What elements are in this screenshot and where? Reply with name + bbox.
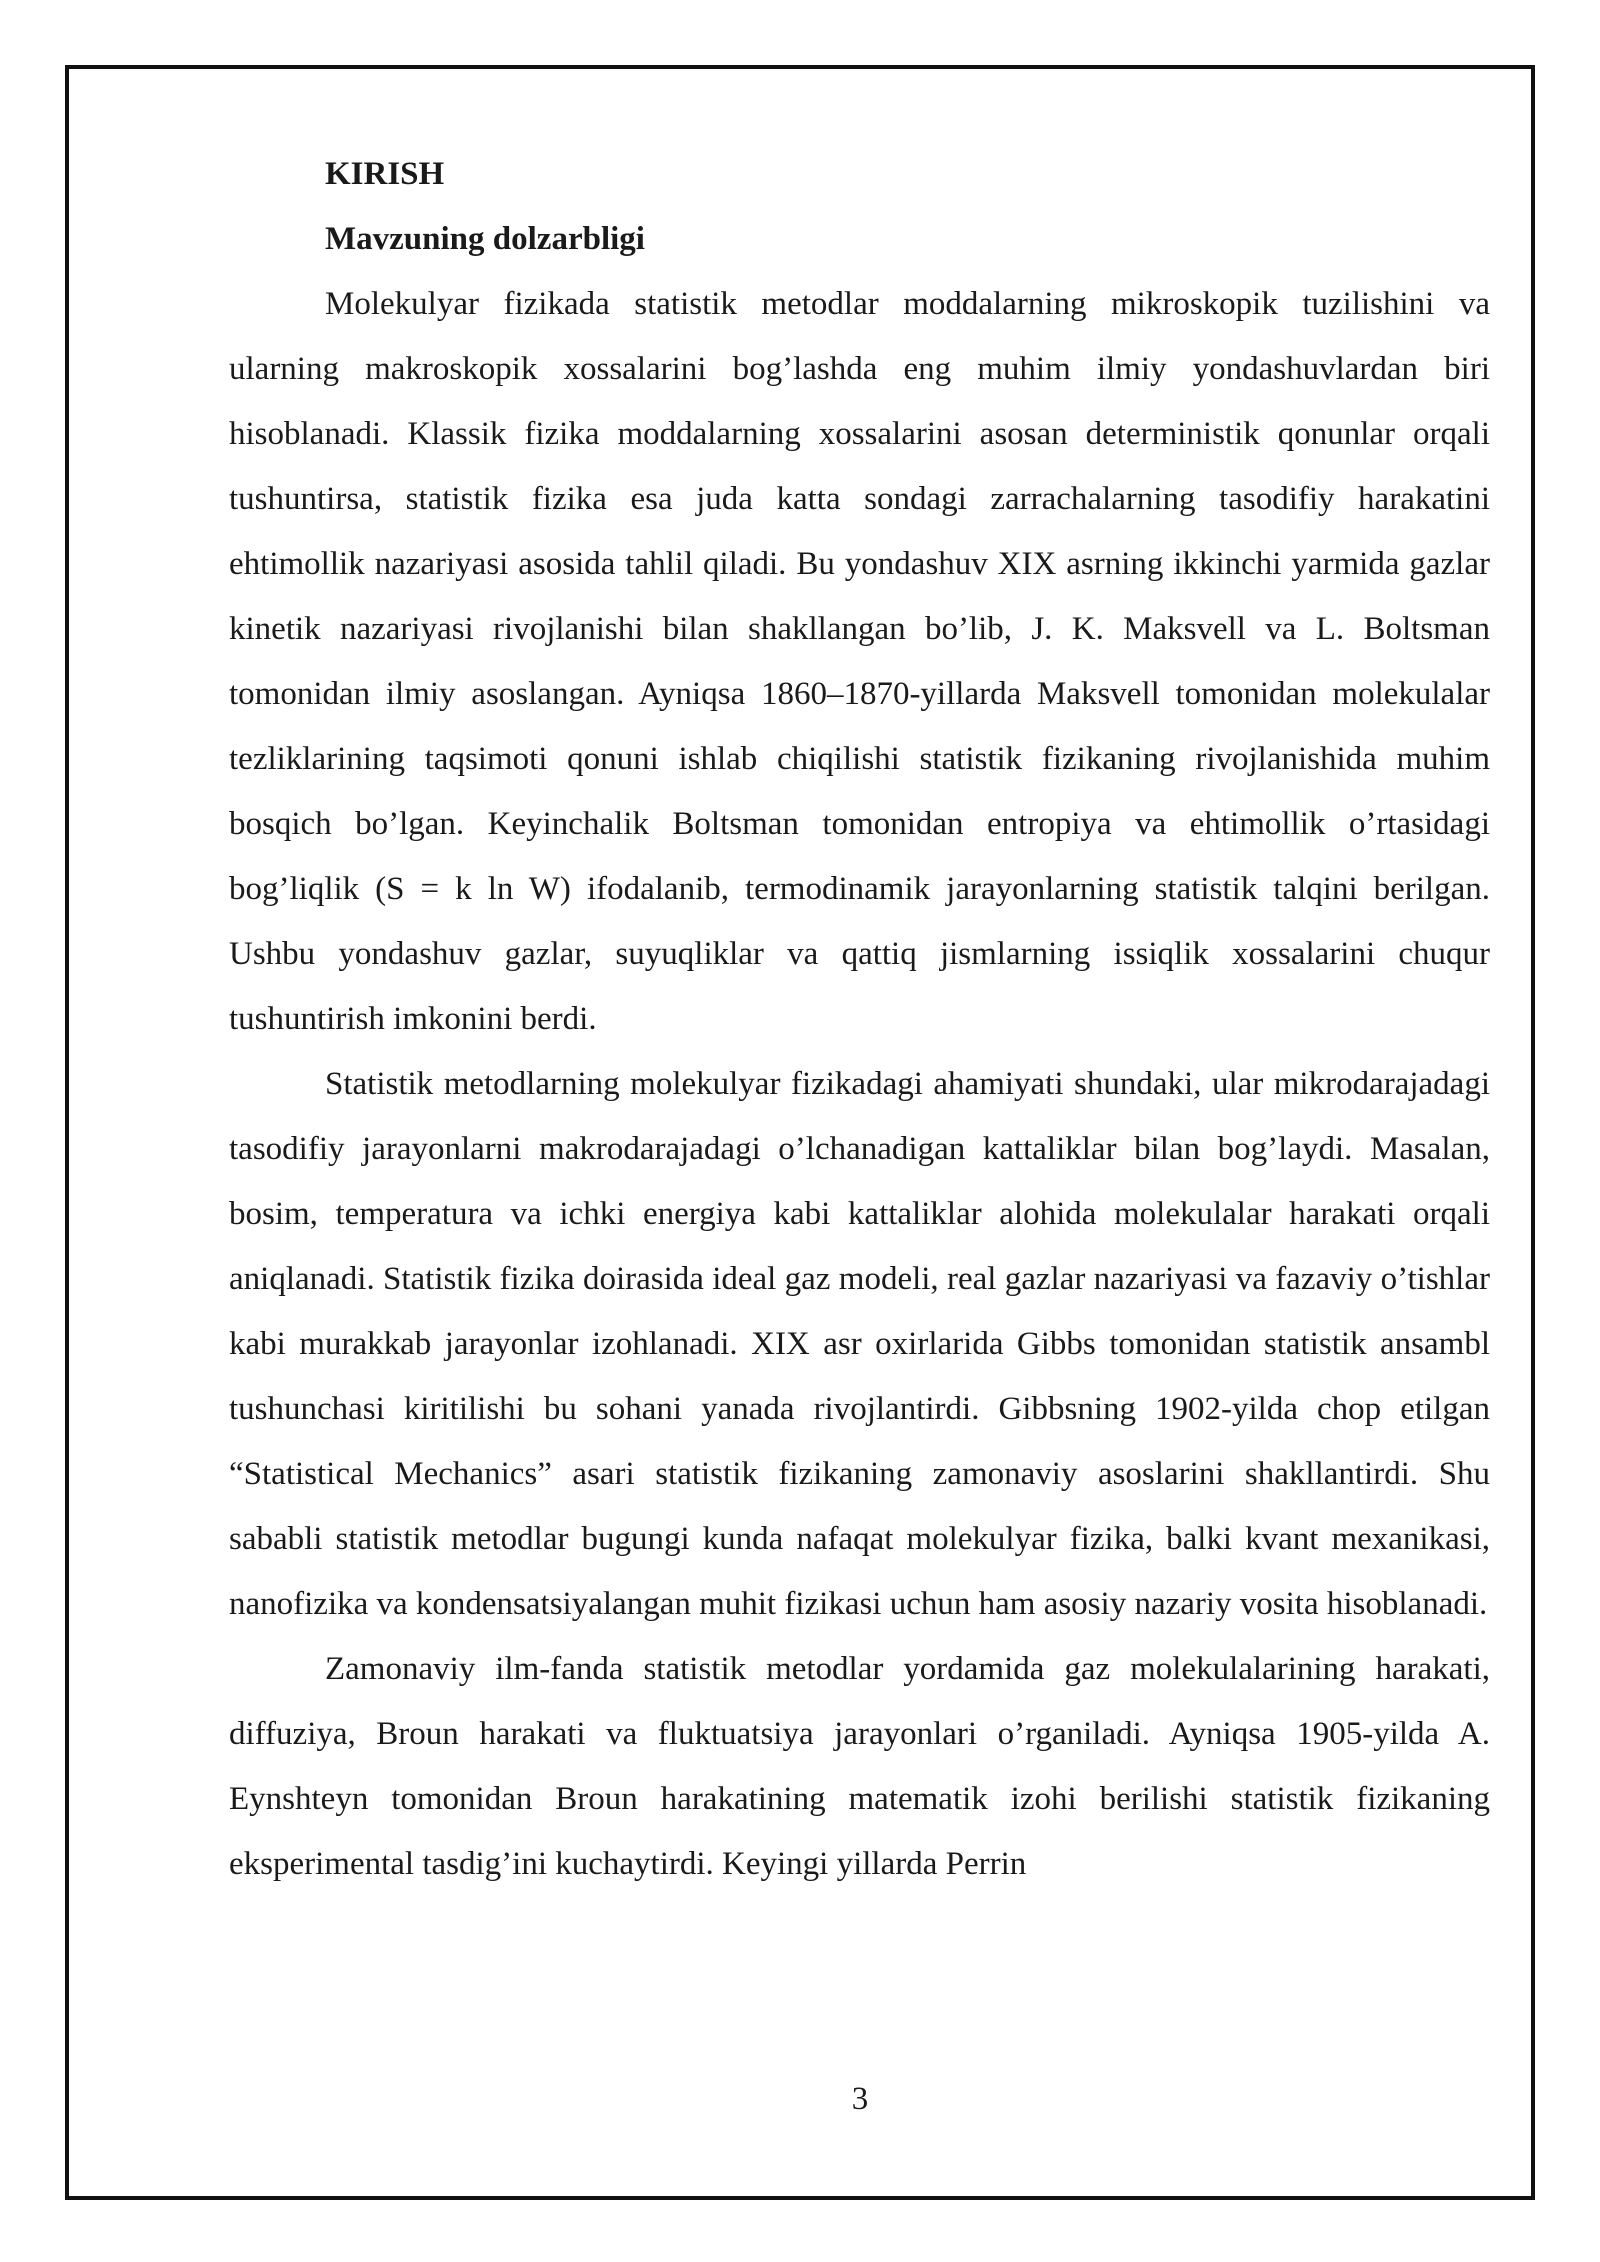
paragraph-1: Molekulyar fizikada statistik metodlar moddalarning mikroskopik tuzilishini va ularning makroskopik xossalarini bog’lashda eng muhim ilmiy yondashuvlardan biri hisoblanadi. Klassik fizika moddalarning xossalarini asosan deterministik qonunlar orqali tushuntirsa, statistik fizika esa juda katta sondagi zarrachalarning tasodifiy harakatini ehtimollik nazariyasi asosida tahlil qiladi. Bu yondashuv XIX asrning ikkinchi yarmida gazlar kinetik nazariyasi rivojlanishi bilan shakllangan bo’lib, J. K. Maksvell va L. Boltsman tomonidan ilmiy asoslangan. Ayniqsa 1860–1870-yillarda Maksvell tomonidan molekulalar tezliklarining taqsimoti qonuni ishlab chiqilishi statistik fizikaning rivojlanishida muhim bosqich bo’lgan. Keyinchalik Boltsman tomonidan entropiya va ehtimollik o’rtasidagi bog’liqlik (S = k ln W) ifodalanib, termodinamik jarayonlarning statistik talqini berilgan. Ushbu yondashuv gazlar, suyuqliklar va qattiq jismlarning issiqlik xossalarini chuqur tushuntirish imkonini berdi.: [229, 286, 1490, 1037]
document-body: [229, 142, 1490, 1897]
paragraph-3: Zamonaviy ilm-fanda statistik metodlar yordamida gaz molekulalarining harakati, diffuziya, Broun harakati va fluktuatsiya jarayonlari o’rganiladi. Ayniqsa 1905-yilda A. Eynshteyn tomonidan Broun harakatining matematik izohi berilishi statistik fizikaning eksperimental tasdig’ini kuchaytirdi. Keyingi yillarda Perrin: [229, 1651, 1490, 1882]
subsection-title: Mavzuning dolzarbligi: [325, 221, 645, 257]
section-title: KIRISH: [325, 156, 445, 192]
page-number: 3: [851, 2081, 869, 2117]
paragraph-2: Statistik metodlarning molekulyar fizikadagi ahamiyati shundaki, ular mikrodarajadagi tasodifiy jarayonlarni makrodarajadagi o’lchanadigan kattaliklar bilan bog’laydi. Masalan, bosim, temperatura va ichki energiya kabi kattaliklar alohida molekulalar harakati orqali aniqlanadi. Statistik fizika doirasida ideal gaz modeli, real gazlar nazariyasi va fazaviy o’tishlar kabi murakkab jarayonlar izohlanadi. XIX asr oxirlarida Gibbs tomonidan statistik ansambl tushunchasi kiritilishi bu sohani yanada rivojlantirdi. Gibbsning 1902-yilda chop etilgan “Statistical Mechanics” asari statistik fizikaning zamonaviy asoslarini shakllantirdi. Shu sababli statistik metodlar bugungi kunda nafaqat molekulyar fizika, balki kvant mexanikasi, nanofizika va kondensatsiyalangan muhit fizikasi uchun ham asosiy nazariy vosita hisoblanadi.: [229, 1066, 1490, 1622]
